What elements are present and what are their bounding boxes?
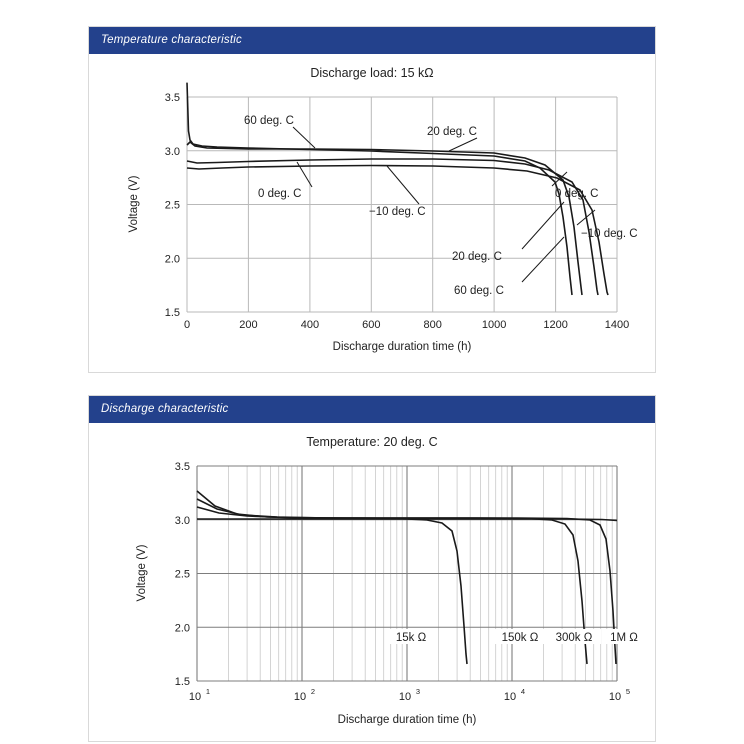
annotation-60c-top: 60 deg. C [244, 115, 294, 127]
panel-header-discharge: Discharge characteristic [89, 396, 655, 423]
y-tick: 3.0 [164, 145, 180, 158]
annotation-0c-right: 0 deg. C [555, 188, 599, 200]
y-tick: 2.5 [164, 199, 180, 212]
x-tick-group [294, 687, 315, 703]
chart-title-temperature: Discharge load: 15 kΩ [310, 66, 434, 80]
plot-discharge [97, 451, 647, 731]
x-tick-labels [184, 319, 629, 331]
y-axis-label: Voltage (V) [128, 175, 140, 233]
x-tick-labels-discharge [189, 687, 630, 703]
annotation-20c-top: 20 deg. C [427, 126, 477, 138]
x-tick-group [504, 687, 525, 703]
x-tick: 200 [239, 319, 258, 331]
x-tick-exponent: 5 [625, 687, 631, 696]
x-tick: 600 [362, 319, 381, 331]
y-tick: 3.0 [174, 514, 190, 527]
x-tick-exponent: 3 [415, 687, 421, 696]
y-tick: 1.5 [164, 307, 180, 319]
x-tick-base: 10 [503, 691, 517, 703]
load-annotations [388, 629, 646, 644]
y-tick: 2.0 [164, 253, 180, 266]
annotation-minus10c-right: −10 deg. C [581, 228, 638, 240]
annotation-1M: 1M Ω [610, 632, 638, 644]
curve-minus10deg [187, 166, 608, 296]
y-tick: 2.0 [174, 622, 190, 635]
x-tick: 800 [423, 319, 442, 331]
grid-lines [187, 97, 617, 312]
x-tick-group [399, 687, 420, 703]
y-tick-labels [165, 92, 180, 319]
x-tick-exponent: 4 [520, 687, 526, 696]
temperature-chart-svg [97, 82, 657, 362]
annotation-15k: 15k Ω [395, 632, 427, 644]
x-tick-base: 10 [398, 691, 412, 703]
annotation-300k: 300k Ω [555, 632, 593, 644]
x-tick-base: 10 [188, 691, 202, 703]
x-tick-base: 10 [608, 691, 622, 703]
y-tick: 1.5 [174, 676, 190, 688]
annotation-20c-bottom: 20 deg. C [452, 251, 502, 263]
x-tick: 1200 [543, 319, 568, 331]
x-tick-base: 10 [293, 691, 307, 703]
panel-body-discharge [89, 423, 655, 741]
x-tick-group [609, 687, 630, 703]
chart-title-discharge: Temperature: 20 deg. C [306, 435, 438, 449]
x-tick: 0 [183, 319, 191, 331]
y-axis-label: Voltage (V) [136, 544, 148, 602]
panel-discharge-characteristic [88, 395, 656, 742]
discharge-chart-svg [97, 451, 657, 731]
annotation-0c-left: 0 deg. C [258, 188, 302, 200]
x-tick-group [189, 687, 210, 703]
x-axis-label: Discharge duration time (h) [332, 341, 472, 353]
y-tick: 3.5 [174, 461, 190, 473]
panel-temperature-characteristic [88, 26, 656, 373]
annotation-150k: 150k Ω [501, 632, 539, 644]
y-tick-labels-discharge [175, 461, 190, 688]
panel-header-temperature: Temperature characteristic [89, 27, 655, 54]
x-axis-label: Discharge duration time (h) [337, 714, 477, 726]
x-tick: 400 [300, 319, 320, 331]
x-tick: 1000 [481, 319, 507, 331]
annotation-minus10c-left: −10 deg. C [369, 206, 426, 218]
x-tick-exponent: 2 [310, 687, 316, 696]
annotation-60c-bottom: 60 deg. C [454, 285, 504, 297]
x-tick-exponent: 1 [205, 687, 211, 696]
y-tick: 3.5 [164, 92, 180, 104]
x-tick: 1400 [604, 319, 630, 331]
plot-temperature [97, 82, 647, 362]
panel-body-temperature [89, 54, 655, 372]
y-tick: 2.5 [174, 568, 190, 581]
